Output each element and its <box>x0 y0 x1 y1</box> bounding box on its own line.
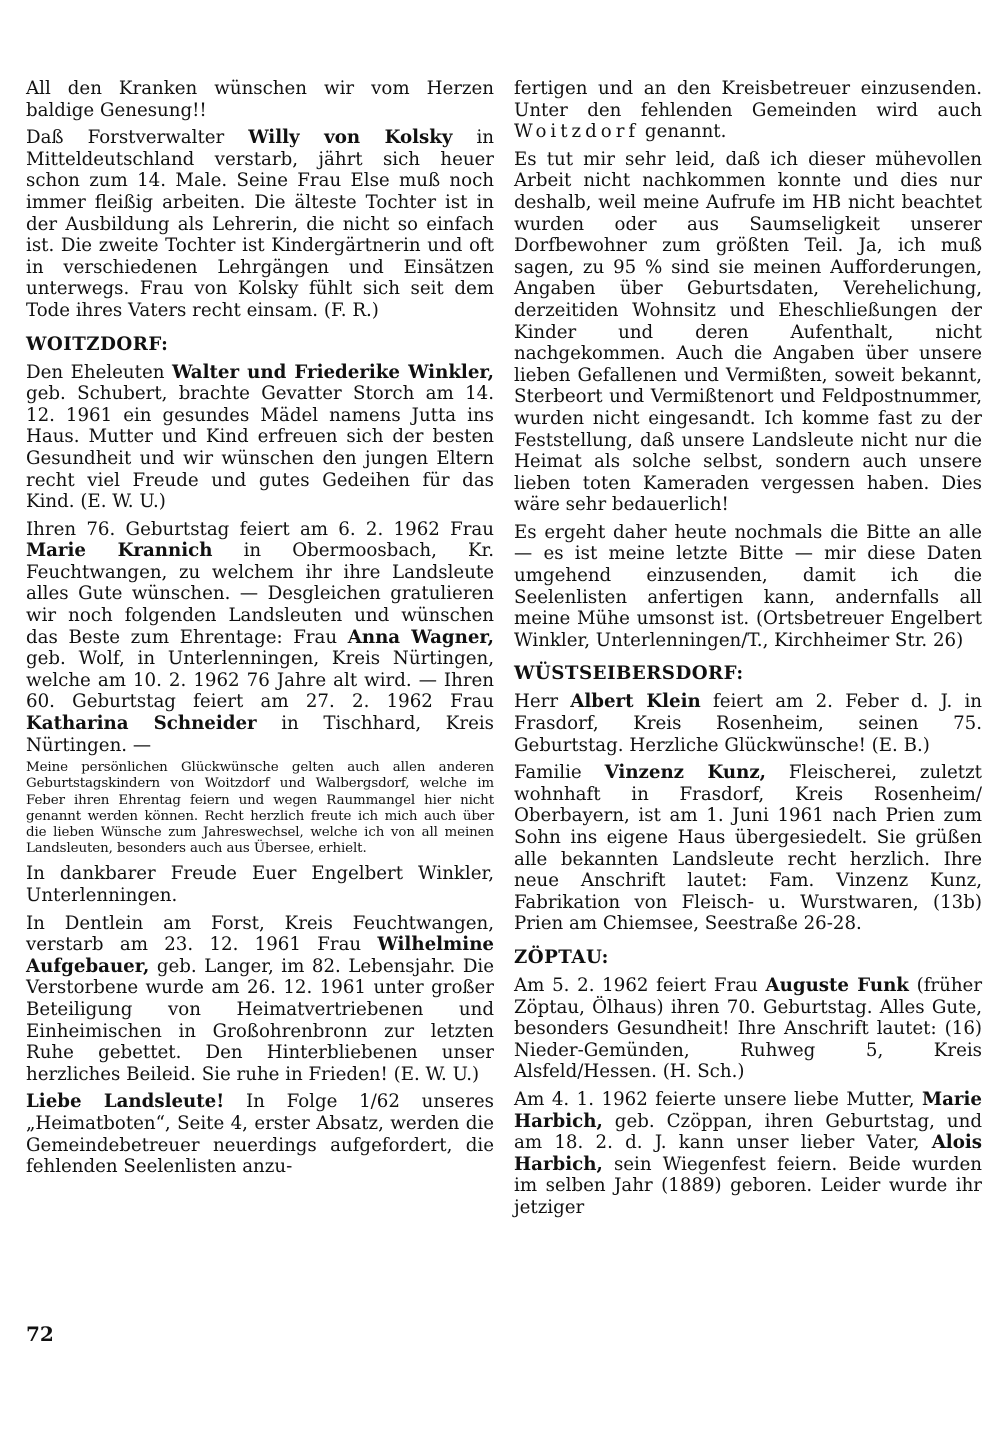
person-name: Walter und Friederike Winkler, <box>171 361 494 383</box>
paragraph-liebe-landsleute: Liebe Landsleute! In Folge 1/62 unseres „Heimatboten“, Seite 4, erster Absatz, werden die Gemeindebetreuer neuerdings aufgefordert, die fehlenden Seelenlisten anzu- <box>26 1091 494 1178</box>
person-name: Marie Krannich <box>26 540 213 562</box>
person-name: Wilhelmine Aufgebauer, <box>26 934 494 977</box>
person-name: Marie Harbich, <box>514 1088 982 1132</box>
left-column <box>26 78 494 1184</box>
paragraph-seelenlisten: fertigen und an den Kreisbetreuer einzusenden. Unter den fehlenden Gemeinden wird auch Woitzdorf genannt. <box>514 78 982 143</box>
person-name: Auguste Funk <box>765 974 909 996</box>
village-name: Woitzdorf <box>514 121 640 143</box>
person-name: Albert Klein <box>570 691 701 713</box>
salutation: Liebe Landsleute! <box>26 1091 225 1113</box>
paragraph-vinzenz-kunz: Familie Vinzenz Kunz, Fleischerei, zuletzt wohnhaft in Frasdorf, Kreis Rosenheim/ Oberbayern, ist am 1. Juni 1961 nach Prien zum Sohn ins eigene Haus übergesiedelt. Sie grüßen alle bekannten Landsleute recht herzlich. Ihre neue Anschrift lautet: Fam. Vinzenz Kunz, Fabrikation von Fleisch- u. Wurstwaren, (13b) Prien am Chiemsee, Seestraße 26-28. <box>514 762 982 935</box>
paragraph-signature: In dankbarer Freude Euer Engelbert Winkler, Unterlenningen. <box>26 863 494 907</box>
paragraph-albert-klein: Herr Albert Klein feiert am 2. Feber d. J. in Frasdorf, Kreis Rosenheim, seinen 75. Geburtstag. Herzliche Glückwünsche! (E. B.) <box>514 691 982 756</box>
paragraph-last-request: Es ergeht daher heute nochmals die Bitte an alle — es ist meine letzte Bitte — mir diese Daten umgehend einzusenden, damit ich die Seelenlisten anfertigen kann, andernfalls all meine Mühe umsonst ist. (Ortsbetreuer Engelbert Winkler, Unterlenningen/T., Kirchheimer Str. 26) <box>514 521 982 651</box>
paragraph-auguste-funk: Am 5. 2. 1962 feiert Frau Auguste Funk (früher Zöptau, Ölhaus) ihren 70. Geburtstag. Alles Gute, besonders Gesundheit! Ihre Anschrift lautet: (16) Nieder-Gemünden, Ruhweg 5, Kreis Alsfeld/Hessen. (H. Sch.) <box>514 974 983 1083</box>
paragraph-get-well: All den Kranken wünschen wir vom Herzen baldige Genesung!! <box>26 78 494 121</box>
paragraph-harbich: Am 4. 1. 1962 feierte unsere liebe Mutter, Marie Harbich, geb. Czöppan, ihren Geburtstag, und am 18. 2. d. J. kann unser lieber Vater, Alois Harbich, sein Wiegenfest feiern. Beide wurden im selben Jahr (1889) geboren. Leider wurde ihr jetziger <box>514 1088 982 1218</box>
paragraph-personal-wishes: Meine persönlichen Glückwünsche gelten auch allen anderen Geburtstagskindern von Woitzdorf und Walbergsdorf, welche im Feber ihren Ehrentag feiern und wegen Raummangel hier nicht genannt werden können. Recht herzlich freute ich mich auch über die lieben Wünsche zum Jahreswechsel, welche ich von all meinen Landsleuten, besonders auch aus Übersee, erhielt. <box>26 760 494 857</box>
person-name: Alois Harbich, <box>514 1132 982 1175</box>
paragraph-kolsky: Daß Forstverwalter Willy von Kolsky in Mitteldeutschland verstarb, jährt sich heuer schon zum 14. Male. Seine Frau Else muß noch immer fleißig arbeiten. Die älteste Tochter ist in der Ausbildung als Lehrerin, die nicht so einfach ist. Die zweite Tochter ist Kindergärtnerin und oft in verschiedenen Lehrgängen und Einsätzen unterwegs. Frau von Kolsky fühlt sich seit dem Tode ihres Vaters recht einsam. (F. R.) <box>26 127 495 321</box>
section-heading-wuestseibersdorf: WÜSTSEIBERSDORF: <box>514 663 744 685</box>
paragraph-obituary-aufgebauer: In Dentlein am Forst, Kreis Feuchtwangen, verstarb am 23. 12. 1961 Frau Wilhelmine Aufgebauer, geb. Langer, im 82. Lebensjahr. Die Verstorbene wurde am 26. 12. 1961 unter großer Beteiligung von Heimatvertriebenen und Einheimischen in Großohrenbronn zur letzten Ruhe gebettet. Den Hinterbliebenen unser herzliches Beileid. Sie ruhe in Frieden! (E. W. U.) <box>26 912 494 1085</box>
section-heading-woitzdorf: WOITZDORF: <box>26 333 169 355</box>
paragraph-regret: Es tut mir sehr leid, daß ich dieser mühevollen Arbeit nicht nachkommen konnte und dies nur deshalb, weil meine Aufrufe im HB nicht beachtet wurden oder aus Saumseligkeit unserer Dorfbewohner zum größten Teil. Ja, ich muß sagen, zu 95 % sind sie meinen Aufforderungen, Angaben über Geburtsdaten, Verehelichung, derzeitiden Wohnsitz und Eheschließungen der Kinder und deren Aufenthalt, nicht nachgekommen. Auch die Angaben über unsere lieben Gefallenen und Vermißten, soweit bekannt, Sterbeort und Vermißtenort und Feldpostnummer, wurden nicht eingesandt. Ich komme fast zu der Feststellung, daß unsere Landsleute nicht nur die Heimat als solche selbst, sondern auch unsere lieben toten Kameraden vergessen haben. Dies wäre sehr bedauerlich! <box>514 148 982 516</box>
person-name: Anna Wagner, <box>347 626 494 648</box>
person-name: Katharina Schneider <box>26 713 257 735</box>
person-name: Vinzenz Kunz, <box>604 762 766 784</box>
section-heading-zoeptau: ZÖPTAU: <box>514 946 609 968</box>
paragraph-birthdays: Ihren 76. Geburtstag feiert am 6. 2. 1962 Frau Marie Krannich in Obermoosbach, Kr. Feuchtwangen, zu welchem ihr ihre Landsleute alles Gute wünschen. — Desgleichen gratulieren wir noch folgenden Landsleuten und wünschen das Beste zum Ehrentage: Frau Anna Wagner, geb. Wolf, in Unterlenningen, Kreis Nürtingen, welche am 10. 2. 1962 76 Jahre alt wird. — Ihren 60. Geburtstag feiert am 27. 2. 1962 Frau Katharina Schneider in Tischhard, Kreis Nürtingen. — <box>26 518 495 756</box>
paragraph-winkler-birth: Den Eheleuten Walter und Friederike Winkler, geb. Schubert, brachte Gevatter Storch am 14. 12. 1961 ein gesundes Mädel namens Jutta ins Haus. Mutter und Kind erfreuen sich der besten Gesundheit und wir wünschen den jungen Eltern recht viel Freude und gutes Gedeihen für das Kind. (E. W. U.) <box>26 361 494 513</box>
page-number: 72 <box>26 1322 54 1346</box>
person-name: Willy von Kolsky <box>248 127 453 149</box>
right-column <box>514 78 982 1225</box>
